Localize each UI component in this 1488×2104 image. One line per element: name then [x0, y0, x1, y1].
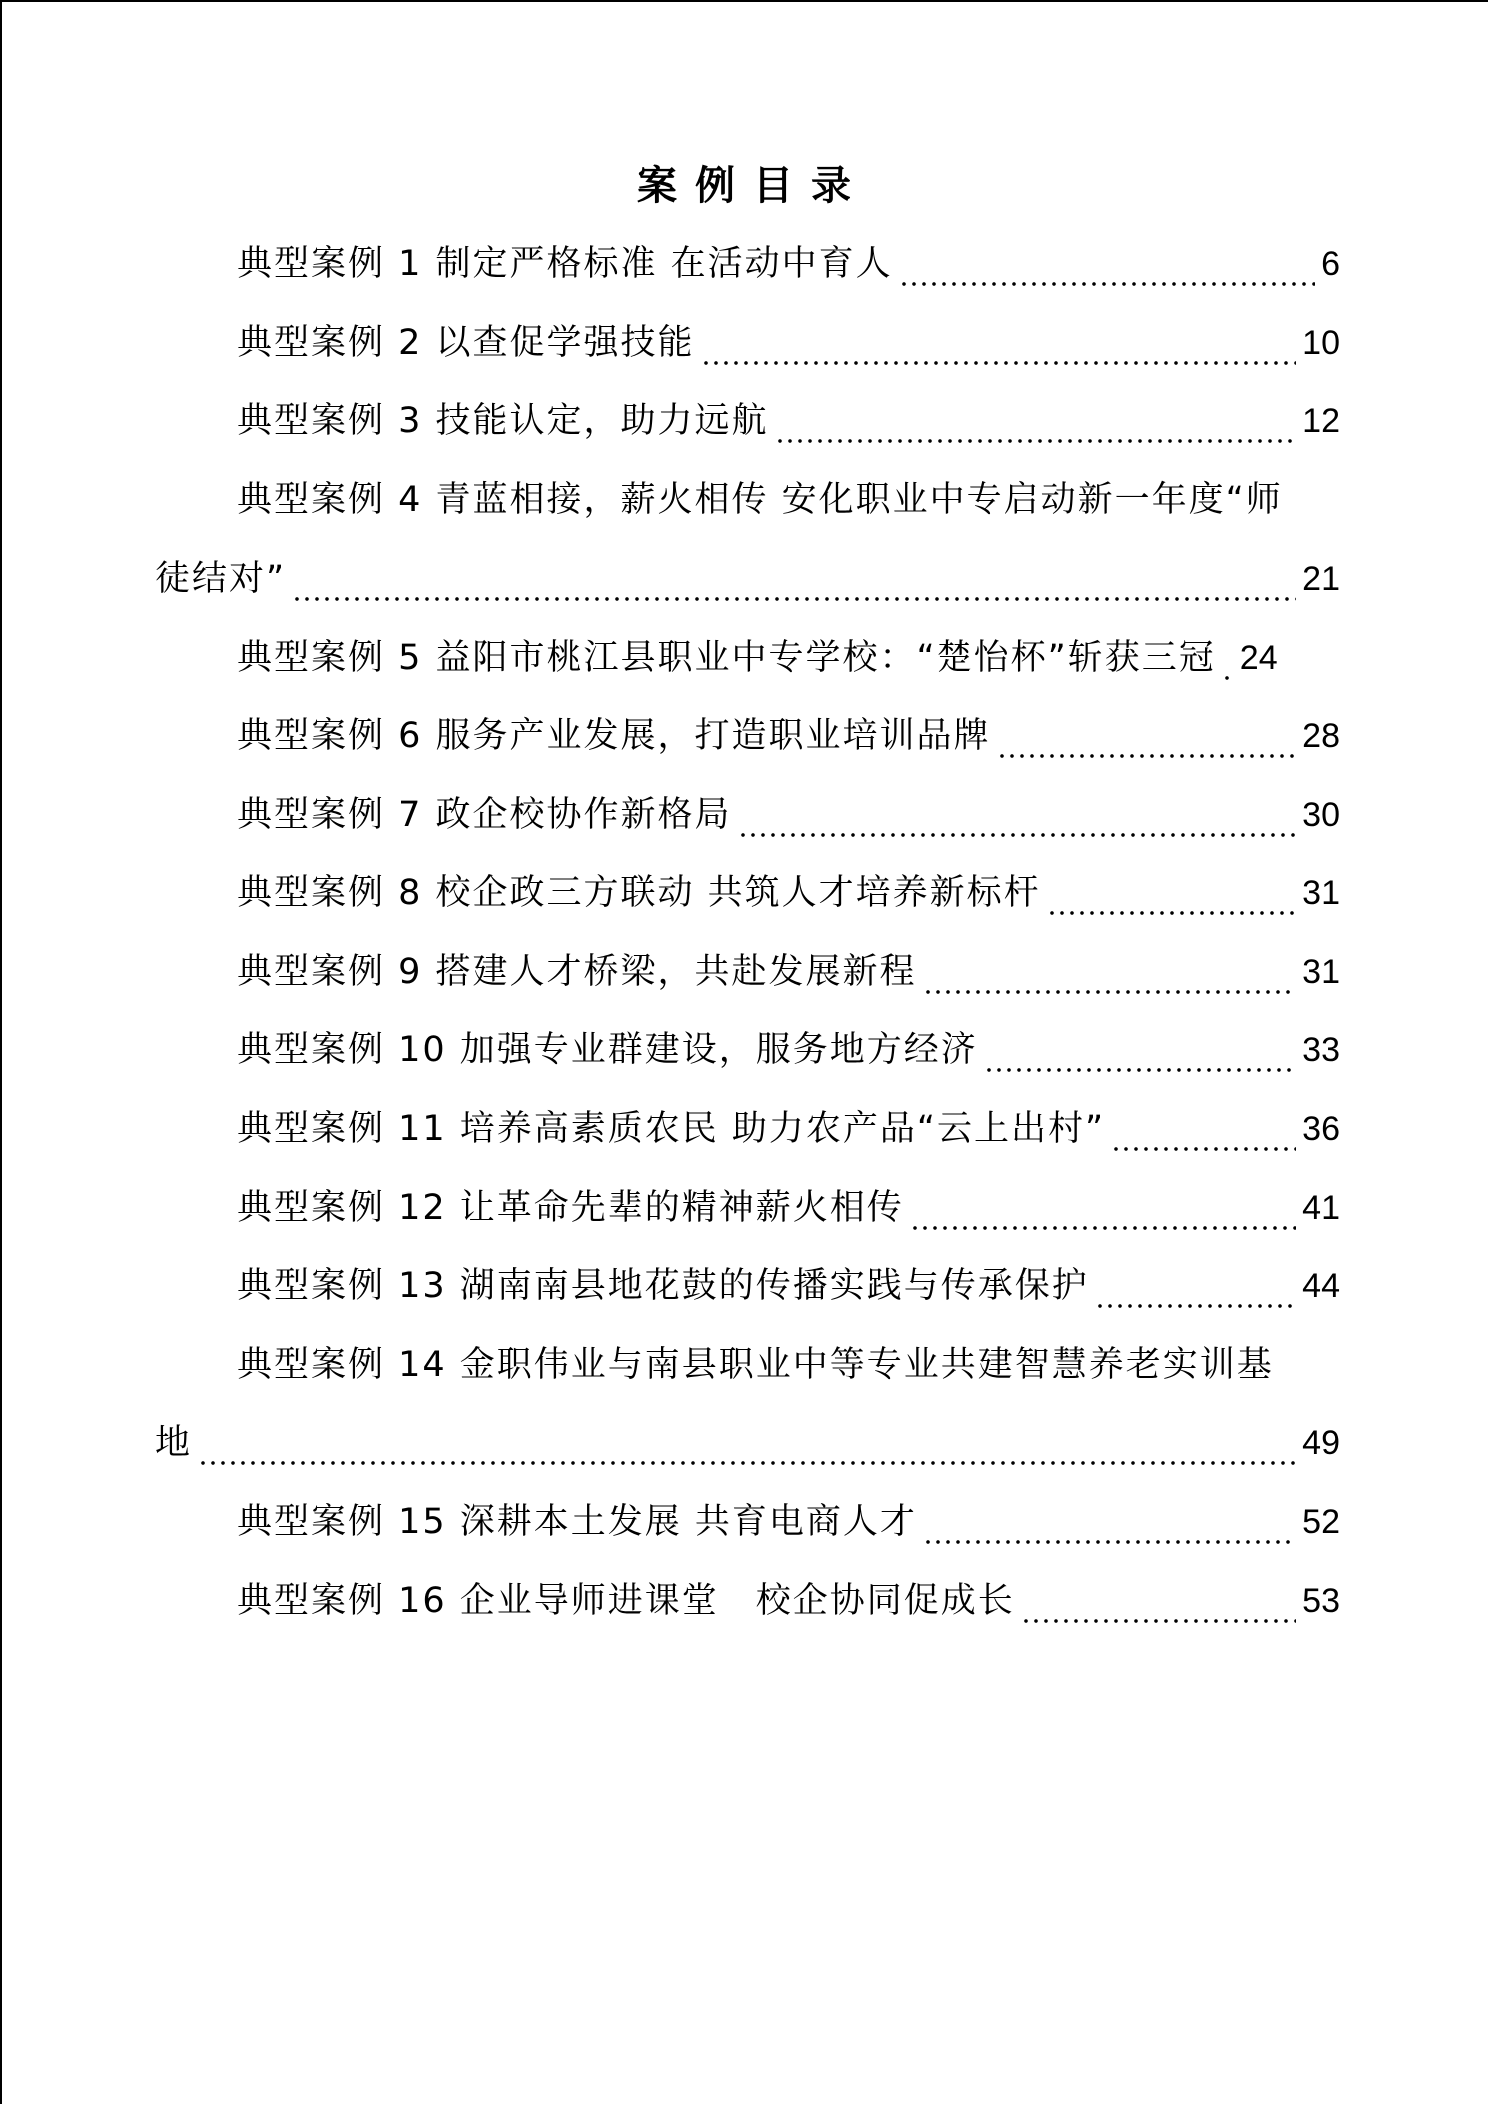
toc-page-number: 31: [1302, 874, 1340, 912]
toc-entry-label: 典型案例 6 服务产业发展，打造职业培训品牌: [237, 716, 991, 756]
toc-entry-label-continued: 地: [155, 1423, 193, 1463]
toc-page-number: 6: [1321, 245, 1340, 283]
dot-leader: [701, 315, 1297, 371]
toc-entry-11[interactable]: [155, 1101, 1340, 1157]
dot-leader: [1021, 1573, 1296, 1629]
toc-entry-5[interactable]: [155, 630, 1340, 686]
toc-page-number: 53: [1302, 1582, 1340, 1620]
toc-page-number: 49: [1302, 1424, 1340, 1462]
dot-leader: [910, 1180, 1296, 1236]
dot-leader: [738, 787, 1297, 843]
toc-page-number: 10: [1302, 324, 1340, 362]
toc-page-number: 30: [1302, 796, 1340, 834]
toc-entry-2[interactable]: [155, 315, 1340, 371]
toc-entry-10[interactable]: [155, 1022, 1340, 1078]
toc-entry-14[interactable]: [155, 1337, 1340, 1393]
dot-leader: [198, 1415, 1296, 1471]
dot-leader: [923, 1494, 1296, 1550]
toc-entry-label: 典型案例 14 金职伟业与南县职业中等专业共建智慧养老实训基: [237, 1345, 1274, 1385]
dot-leader: [292, 551, 1296, 607]
toc-entry-4-continued[interactable]: [155, 551, 1340, 607]
toc-entry-8[interactable]: [155, 865, 1340, 921]
toc-entry-label: 典型案例 2 以查促学强技能: [237, 323, 695, 363]
toc-page-number: 33: [1302, 1031, 1340, 1069]
dot-leader: [775, 393, 1297, 449]
toc-entry-16[interactable]: [155, 1573, 1340, 1629]
toc-entry-label: 典型案例 7 政企校协作新格局: [237, 795, 732, 835]
page-title: 案例目录: [637, 163, 869, 209]
dot-leader: [984, 1022, 1296, 1078]
toc-entry-7[interactable]: [155, 787, 1340, 843]
toc-entry-14-continued[interactable]: [155, 1415, 1340, 1471]
toc-page-number: 21: [1302, 560, 1340, 598]
toc-entry-label: 典型案例 9 搭建人才桥梁，共赴发展新程: [237, 952, 917, 992]
toc-page-number: 28: [1302, 717, 1340, 755]
toc-entry-3[interactable]: [155, 393, 1340, 449]
toc-entry-label: 典型案例 16 企业导师进课堂 校企协同促成长: [237, 1581, 1015, 1621]
dot-leader: [899, 236, 1315, 292]
toc-entry-15[interactable]: [155, 1494, 1340, 1550]
toc-page-number: 31: [1302, 953, 1340, 991]
dot-leader: [997, 708, 1297, 764]
dot-leader: [923, 944, 1297, 1000]
toc-entry-label: 典型案例 12 让革命先辈的精神薪火相传: [237, 1188, 904, 1228]
toc-entry-label: 典型案例 15 深耕本土发展 共育电商人才: [237, 1502, 917, 1542]
toc-entry-label: 典型案例 8 校企政三方联动 共筑人才培养新标杆: [237, 873, 1041, 913]
toc-entry-13[interactable]: [155, 1258, 1340, 1314]
toc-entry-12[interactable]: [155, 1180, 1340, 1236]
toc-entry-label: 典型案例 11 培养高素质农民 助力农产品“云上出村”: [237, 1109, 1106, 1149]
dot-leader: [1222, 630, 1234, 686]
toc-page-number: 24: [1239, 639, 1278, 677]
toc-entry-1[interactable]: [155, 236, 1340, 292]
toc-entry-label: 典型案例 5 益阳市桃江县职业中专学校：“楚怡杯”斩获三冠: [237, 638, 1216, 678]
toc-entry-label: 典型案例 3 技能认定，助力远航: [237, 401, 769, 441]
toc-entry-label-continued: 徒结对”: [155, 559, 287, 599]
toc-entry-4[interactable]: [155, 472, 1340, 528]
toc-page-number: 36: [1302, 1110, 1340, 1148]
toc-entry-6[interactable]: [155, 708, 1340, 764]
toc-entry-9[interactable]: [155, 944, 1340, 1000]
toc-entry-label: 典型案例 10 加强专业群建设，服务地方经济: [237, 1030, 978, 1070]
dot-leader: [1111, 1101, 1296, 1157]
toc-entry-label: 典型案例 4 青蓝相接，薪火相传 安化职业中专启动新一年度“师: [237, 480, 1283, 520]
toc-page-number: 12: [1302, 402, 1340, 440]
toc-page-number: 41: [1302, 1189, 1340, 1227]
toc-entry-label: 典型案例 13 湖南南县地花鼓的传播实践与传承保护: [237, 1266, 1089, 1306]
toc-page-number: 44: [1302, 1267, 1340, 1305]
toc-page-number: 52: [1302, 1503, 1340, 1541]
dot-leader: [1047, 865, 1297, 921]
toc-entry-label: 典型案例 1 制定严格标准 在活动中育人: [237, 244, 893, 284]
dot-leader: [1095, 1258, 1296, 1314]
